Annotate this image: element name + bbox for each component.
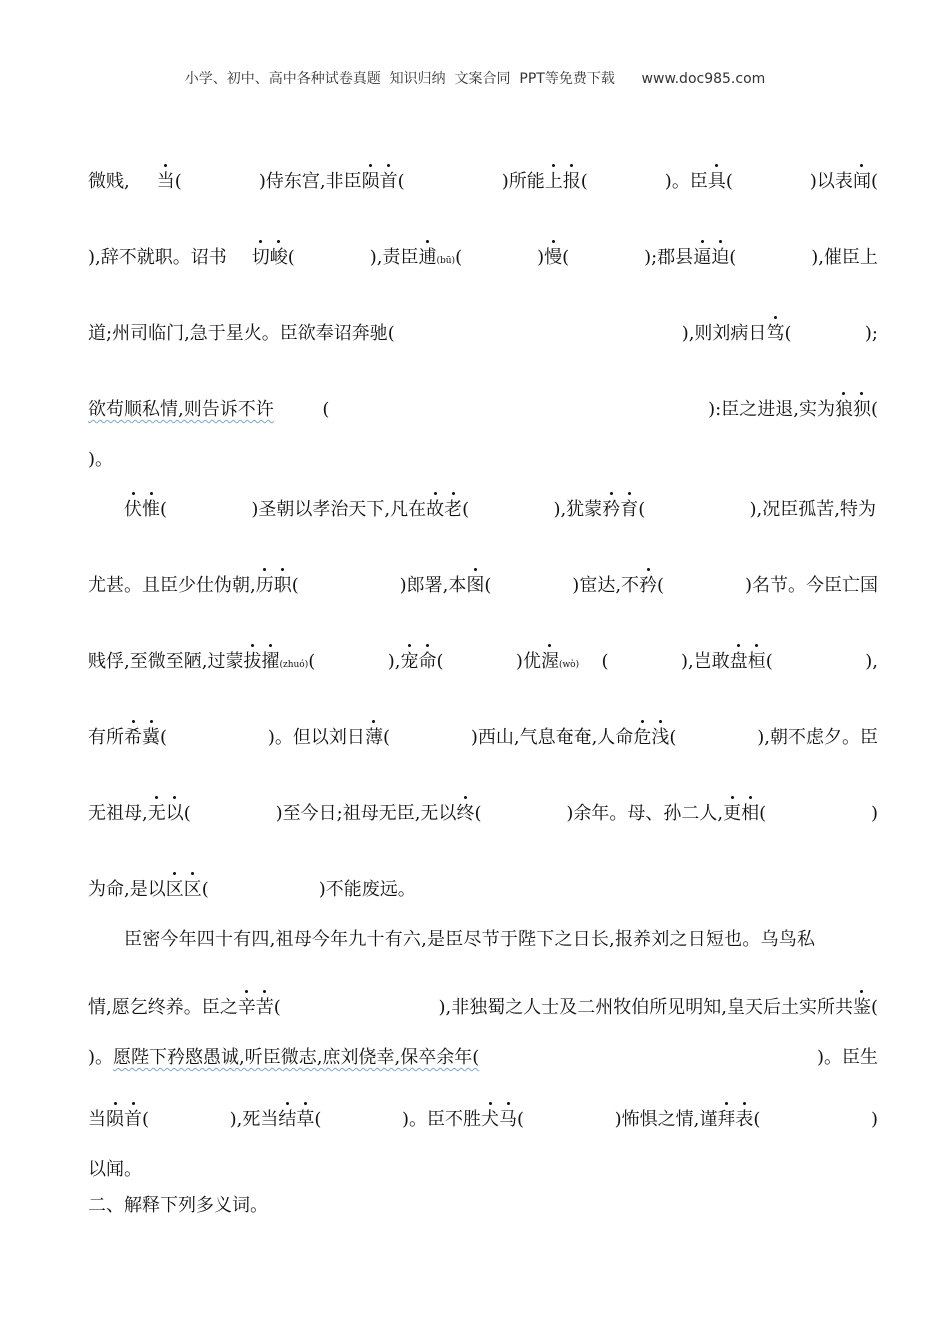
dotted-char: 渥 — [540, 651, 559, 672]
dotted-char: 当 — [156, 171, 175, 192]
dotted-char: 薄 — [364, 727, 383, 748]
passage-line-1: 微贱, 当( )侍东宫,非臣陨首( )所能上报( )。臣具( )以表闻( — [88, 171, 878, 192]
dotted-char: 伏 — [124, 499, 142, 520]
dotted-char: 故 — [426, 499, 445, 520]
dotted-char: 以 — [165, 803, 184, 824]
dotted-char: 桓 — [747, 651, 766, 672]
dotted-char: 具 — [707, 171, 726, 192]
dotted-char: 无 — [147, 803, 166, 824]
passage-line-15: 当陨首( ),死当结草( )。臣不胜犬马( )怖惧之情,谨拜表( ) — [88, 1109, 878, 1130]
dotted-char: 上 — [544, 171, 563, 192]
dotted-char: 危 — [633, 727, 652, 748]
dotted-char: 希 — [124, 727, 142, 748]
section-2-heading: 二、解释下列多义词。 — [88, 1195, 268, 1216]
dotted-char: 擢 — [261, 651, 280, 672]
dotted-char: 图 — [466, 575, 485, 596]
passage-line-10: 无祖母,无以( )至今日;祖母无臣,无以终( )余年。母、孙二人,更相( ) — [88, 803, 878, 824]
dotted-char: 峻 — [269, 247, 288, 268]
dotted-char: 浅 — [651, 727, 670, 748]
dotted-char: 辛 — [237, 997, 256, 1018]
dotted-char: 闻 — [852, 171, 871, 192]
dotted-char: 陨 — [361, 171, 380, 192]
dotted-char: 逼 — [693, 247, 712, 268]
pinyin-note: (bū) — [436, 256, 456, 266]
dotted-char: 狈 — [852, 399, 871, 420]
dotted-char: 笃 — [766, 323, 785, 344]
dotted-char: 报 — [562, 171, 581, 192]
dotted-char: 陨 — [106, 1109, 124, 1130]
dotted-char: 迫 — [711, 247, 730, 268]
answer-blank[interactable] — [528, 1046, 768, 1070]
answer-blank[interactable] — [418, 322, 658, 346]
passage-line-13: 情,愿乞终养。臣之辛苦( ),非独蜀之人士及二州牧伯所见明知,皇天后土实所共鉴( — [88, 997, 878, 1018]
wavy-underlined-text: 愿陛下矜愍愚诚,听臣微志,庶刘侥幸,保卒余年( — [113, 1047, 480, 1068]
dotted-char: 草 — [296, 1109, 315, 1130]
dotted-char: 职 — [273, 575, 292, 596]
passage-line-3: 道;州司临门,急于星火。臣欲奉诏奔驰( ),则刘病日笃( ); — [88, 323, 878, 344]
dotted-char: 首 — [379, 171, 398, 192]
passage-line-6: 伏惟( )圣朝以孝治天下,凡在故老( ),犹蒙矜育( ),况臣孤苦,特为 — [124, 499, 876, 520]
dotted-char: 首 — [124, 1109, 142, 1130]
pinyin-note: (wò) — [558, 660, 580, 670]
wavy-underlined-text: 欲苟顺私情,则告诉不许 — [88, 399, 274, 420]
passage-line-5: )。 — [88, 449, 114, 470]
dotted-char: 结 — [278, 1109, 297, 1130]
dotted-char: 切 — [251, 247, 270, 268]
passage-line-4: 欲苟顺私情,则告诉不许 ( ):臣之进退,实为狼狈( — [88, 399, 878, 420]
dotted-char: 拔 — [243, 651, 262, 672]
dotted-char: 逋 — [418, 247, 437, 268]
dotted-char: 相 — [741, 803, 760, 824]
dotted-char: 命 — [418, 651, 437, 672]
dotted-char: 更 — [723, 803, 742, 824]
dotted-char: 区 — [183, 879, 202, 900]
dotted-char: 矜 — [602, 499, 621, 520]
dotted-char: 狼 — [834, 399, 853, 420]
dotted-char: 犬 — [481, 1109, 499, 1130]
passage-line-14: )。愿陛下矜愍愚诚,听臣微志,庶刘侥幸,保卒余年( )。臣生 — [88, 1047, 878, 1068]
dotted-char: 育 — [620, 499, 639, 520]
dotted-char: 冀 — [142, 727, 160, 748]
passage-line-2: ),辞不就职。诏书 切峻( ),责臣逋(bū)( )慢( );郡县逼迫( ),催臣上 — [88, 247, 878, 268]
text: 微贱, — [88, 171, 130, 192]
dotted-char: 历 — [255, 575, 274, 596]
passage-line-8: 贱俘,至微至陋,过蒙拔擢(zhuó)( ),宠命( )优渥(wò) ( ),岂敢盘桓( ), — [88, 651, 878, 672]
dotted-char: 老 — [444, 499, 463, 520]
page-header: 小学、初中、高中各种试卷真题 知识归纳 文案合同 PPT等免费下载 www.doc985.com — [184, 71, 766, 87]
passage-line-12: 臣密今年四十有四,祖母今年九十有六,是臣尽节于陛下之日长,报养刘之日短也。乌鸟私 — [124, 929, 816, 950]
pinyin-note: (zhuó) — [279, 660, 309, 670]
dotted-char: 区 — [165, 879, 184, 900]
dotted-char: 矜 — [639, 575, 658, 596]
dotted-char: 惟 — [142, 499, 160, 520]
passage-line-16: 以闻。 — [88, 1159, 142, 1180]
dotted-char: 苦 — [255, 997, 274, 1018]
dotted-char: 慢 — [544, 247, 563, 268]
passage-line-11: 为命,是以区区( )不能废远。 — [88, 879, 416, 900]
passage-line-9: 有所希冀( )。但以刘日薄( )西山,气息奄奄,人命危浅( ),朝不虑夕。臣 — [88, 727, 878, 748]
dotted-char: 拜 — [717, 1109, 736, 1130]
dotted-char: 宠 — [400, 651, 419, 672]
dotted-char: 马 — [499, 1109, 517, 1130]
dotted-char: 终 — [456, 803, 475, 824]
dotted-char: 盘 — [729, 651, 748, 672]
dotted-char: 鉴 — [852, 997, 871, 1018]
dotted-char: 表 — [735, 1109, 754, 1130]
passage-line-7: 尤甚。且臣少仕伪朝,历职( )郎署,本图( )宦达,不矜( )名节。今臣亡国 — [88, 575, 878, 596]
